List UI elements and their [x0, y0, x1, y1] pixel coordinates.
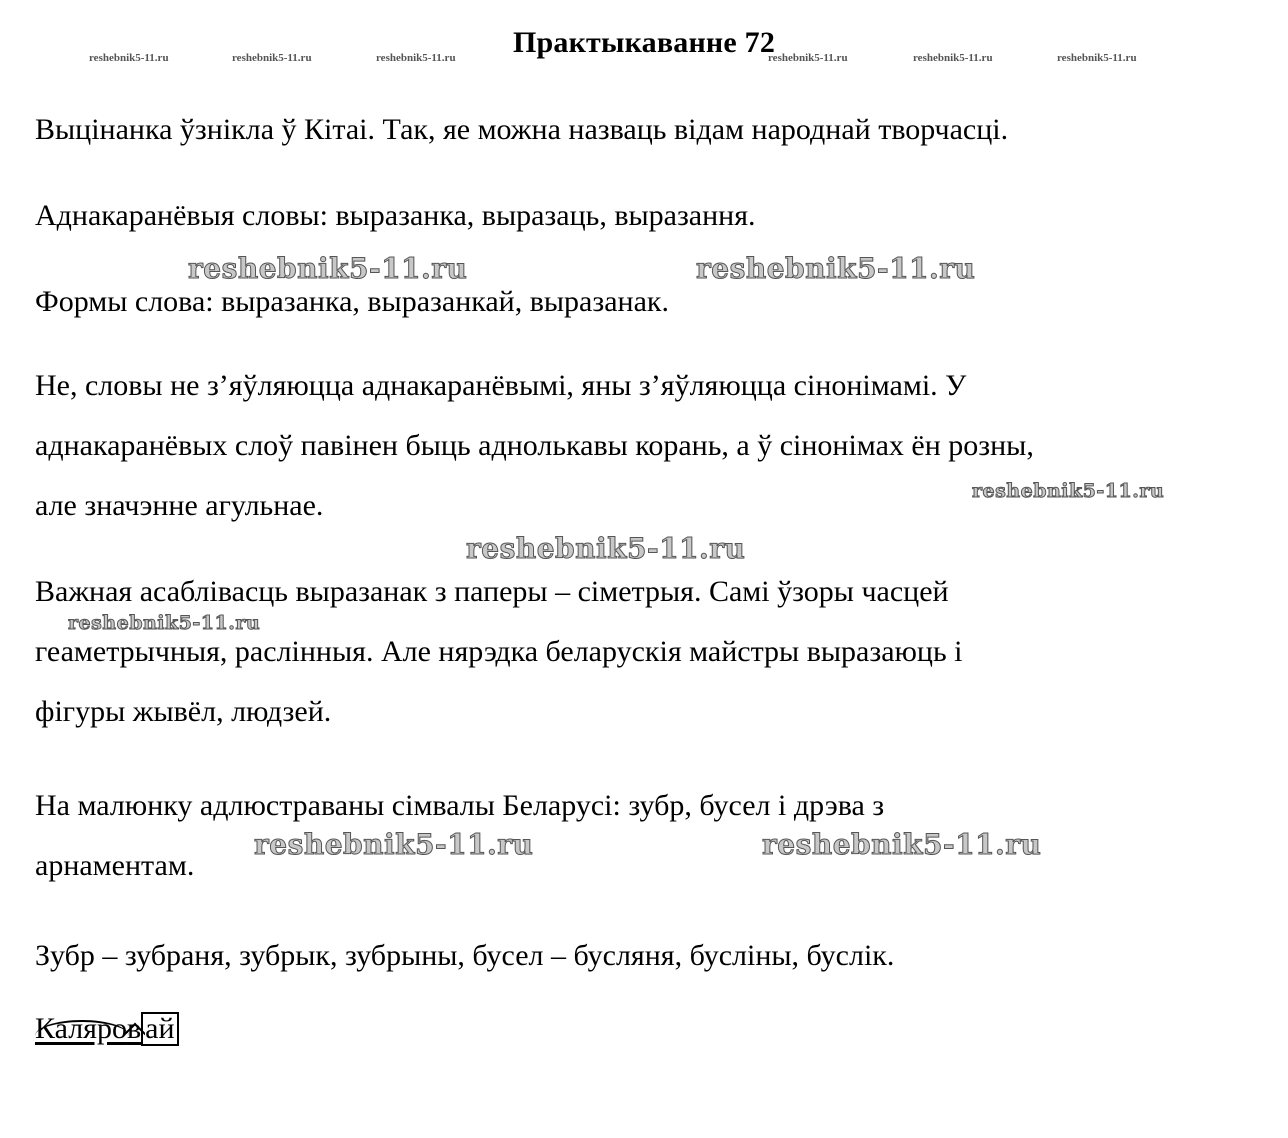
word-suffix-text: в [126, 1012, 142, 1045]
word-suffix [127, 1012, 141, 1046]
text-line: геаметрычныя, раслінныя. Але нярэдка беларускія майстры выразаюць і [35, 635, 963, 668]
text-line: Зубр – зубраня, зубрык, зубрыны, бусел – бусляня, буслiны, буслiк. [35, 939, 895, 972]
word-parse [35, 1012, 179, 1046]
text-line: На малюнку адлюстраваны сімвалы Беларусі: зубр, бусел і дрэва з [35, 789, 885, 822]
word-root: Каляро [35, 1012, 127, 1045]
watermark-large: reshebnik5-11.ru [188, 252, 468, 285]
paragraph [35, 100, 1008, 160]
page-title: Практыкаванне 72 [512, 26, 776, 59]
watermark-large: reshebnik5-11.ru [762, 828, 1042, 861]
watermark-small: reshebnik5-11.ru [376, 52, 456, 64]
watermark-large: reshebnik5-11.ru [696, 252, 976, 285]
text-line: фігуры жывёл, людзей. [35, 695, 332, 728]
watermark-medium: reshebnik5-11.ru [972, 480, 1165, 502]
text-line: але значэнне агульнае. [35, 489, 324, 522]
watermark-small: reshebnik5-11.ru [913, 52, 993, 64]
watermark-medium: reshebnik5-11.ru [68, 612, 261, 634]
text-line: Важная асаблівасць выразанак з паперы – сіметрыя. Самі ўзоры часцей [35, 575, 949, 608]
word-ending: ай [141, 1012, 178, 1046]
text-line: Аднакаранёвыя словы: выразанка, выразаць, выразання. [35, 199, 756, 232]
watermark-large: reshebnik5-11.ru [466, 532, 746, 565]
text-line: аднакаранёвых слоў павінен быць аднолькавы корань, а ў сінонімах ён розны, [35, 429, 1034, 462]
text-line: Не, словы не з’яўляюцца аднакаранёвымі, яны з’яўляюцца сінонімамі. У [35, 369, 967, 402]
text-line: Формы слова: выразанка, выразанкай, выразанак. [35, 285, 669, 318]
watermark-small: reshebnik5-11.ru [89, 52, 169, 64]
watermark-small: reshebnik5-11.ru [768, 52, 848, 64]
text-line: Выцінанка ўзнікла ў Кітаі. Так, яе можна назваць відам народнай творчасці. [35, 113, 1009, 146]
watermark-small: reshebnik5-11.ru [232, 52, 312, 64]
suffix-mark-icon [123, 1018, 145, 1040]
paragraph [35, 356, 1034, 536]
paragraph [35, 186, 756, 246]
paragraph [35, 926, 894, 986]
text-line: арнаментам. [35, 849, 195, 882]
watermark-small: reshebnik5-11.ru [1057, 52, 1137, 64]
watermark-large: reshebnik5-11.ru [254, 828, 534, 861]
paragraph [35, 562, 963, 742]
